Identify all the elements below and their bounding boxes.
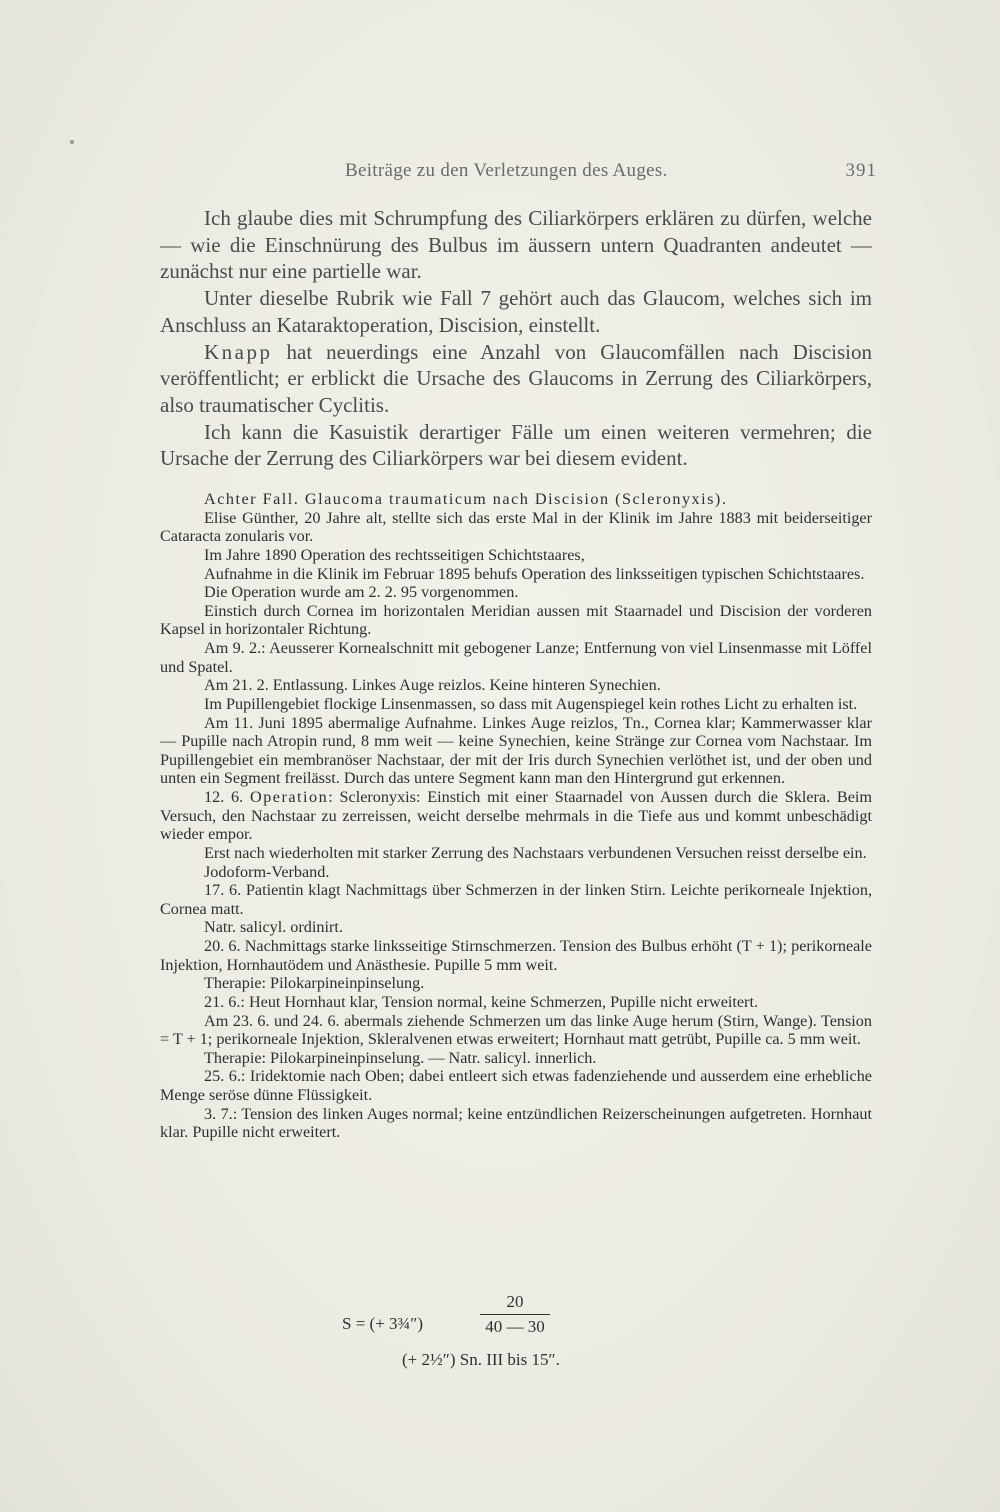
case-paragraph: 25. 6.: Iridektomie nach Oben; dabei entleert sich etwas fadenziehende und ausserdem eine erhebliche Menge seröse dünne Flüssigkeit.	[160, 1067, 872, 1104]
page-speck	[70, 140, 74, 144]
case-paragraph: Erst nach wiederholten mit starker Zerrung des Nachstaars verbundenen Versuchen reisst derselbe ein.	[204, 843, 867, 862]
case-paragraph	[160, 788, 872, 844]
case-paragraph: Am 9. 2.: Aeusserer Kornealschnitt mit gebogener Lanze; Entfernung von viel Linsenmasse mit Löffel und Spatel.	[160, 639, 872, 676]
paragraph: Ich kann die Kasuistik derartiger Fälle um einen weiteren vermehren; die Ursache der Zerrung des Ciliarkörpers war bei diesem evident.	[160, 419, 872, 471]
visual-acuity-formula	[342, 1292, 662, 1382]
body-text	[160, 205, 872, 472]
case-paragraph: Therapie: Pilokarpineinpinselung.	[204, 974, 425, 993]
case-paragraph: Elise Günther, 20 Jahre alt, stellte sich das erste Mal in der Klinik im Jahre 1883 mit beiderseitiger Cataracta zonularis vor.	[160, 508, 872, 546]
operation-label: Operation	[250, 788, 329, 806]
case-paragraph: Im Jahre 1890 Operation des rechtsseitigen Schichtstaares,	[204, 545, 585, 564]
case-paragraph: 21. 6.: Heut Hornhaut klar, Tension normal, keine Schmerzen, Pupille nicht erweitert.	[204, 992, 758, 1011]
paragraph: Unter dieselbe Rubrik wie Fall 7 gehört auch das Glaucom, welches sich im Anschluss an Kataraktoperation, Discision, einstellt.	[160, 286, 872, 337]
case-title	[160, 490, 872, 509]
case-paragraph: Im Pupillengebiet flockige Linsenmassen, so dass mit Augenspiegel kein rothes Licht zu erhalten ist.	[204, 694, 858, 713]
case-paragraph: Einstich durch Cornea im horizontalen Meridian aussen mit Staarnadel und Discision der vorderen Kapsel in horizontaler Richtung.	[160, 601, 872, 639]
page-number: 391	[845, 160, 877, 181]
paragraph: Ich glaube dies mit Schrumpfung des Ciliarkörpers erklären zu dürfen, welche — wie die Einschnürung des Bulbus im äussern untern Quadranten andeutet — zunächst nur eine partielle war.	[160, 206, 872, 284]
case-paragraph: Jodoform-Verband.	[204, 862, 330, 881]
paragraph	[160, 339, 872, 419]
case-paragraph: Am 23. 6. und 24. 6. abermals ziehende Schmerzen um das linke Auge herum (Stirn, Wange). Tension = T + 1; perikorneale Injektion, Skleralvenen etwas erweitert; Hornhaut matt getrübt, Pupille ca. 5 mm weit.	[160, 1011, 872, 1049]
case-paragraph: 17. 6. Patientin klagt Nachmittags über Schmerzen in der linken Stirn. Leichte perikorneale Injektion, Cornea matt.	[160, 881, 872, 918]
case-paragraph: 3. 7.: Tension des linken Auges normal; keine entzündlichen Reizerscheinungen aufgetreten. Hornhaut klar. Pupille nicht erweitert.	[160, 1104, 872, 1142]
case-paragraph: Aufnahme in die Klinik im Februar 1895 behufs Operation des linksseitigen typischen Schichtstaares.	[204, 564, 865, 583]
case-paragraph: Am 11. Juni 1895 abermalige Aufnahme. Linkes Auge reizlos, Tn., Cornea klar; Kammerwasser klar — Pupille nach Atropin rund, 8 mm weit — keine Synechien, keine Stränge zur Cornea vom Nachstaar. Im Pupillengebiet ein membranöser Nachstaar, der mit der Iris durch Synechien verlöthet ist, und der oben und unten ein Segment freilässt. Durch das untere Segment kann man den Hintergrund gut erkennen.	[160, 713, 872, 788]
fraction-numerator: 20	[480, 1292, 550, 1315]
fraction-denominator: 40 — 30	[485, 1317, 545, 1336]
case-paragraph: 20. 6. Nachmittags starke linksseitige Stirnschmerzen. Tension des Bulbus erhöht (T + 1); perikorneale Injektion, Hornhautödem und Anästhesie. Pupille 5 mm weit.	[160, 937, 872, 974]
formula-fraction	[480, 1292, 550, 1337]
paragraph-text: hat neuerdings eine Anzahl von Glaucomfällen nach Discision veröffentlicht; er erblickt die Ursache des Glaucoms in Zerrung des Ciliarkörpers, also traumatischer Cyclitis.	[160, 339, 872, 417]
running-title: Beiträge zu den Verletzungen des Auges.	[345, 160, 668, 181]
case-paragraph: Am 21. 2. Entlassung. Linkes Auge reizlos. Keine hinteren Synechien.	[204, 676, 661, 695]
running-header	[345, 160, 877, 186]
case-title-rest: Glaucoma traumaticum nach Discision (Scleronyxis).	[299, 490, 728, 508]
author-name: Knapp	[204, 339, 273, 364]
formula-second-line: (+ 2½″) Sn. III bis 15″.	[402, 1350, 560, 1369]
case-paragraph: Therapie: Pilokarpineinpinselung. — Natr. salicyl. innerlich.	[204, 1048, 597, 1067]
paragraph-text: : Scleronyxis: Einstich mit einer Staarnadel von Aussen durch die Sklera. Beim Versuch, den Nachstaar zu zerreissen, weicht derselbe mehrmals in die Tiefe aus und kommt unbeschädigt wieder empor.	[160, 788, 873, 844]
case-report	[160, 490, 872, 1142]
formula-lhs: S = (+ 3¾″)	[342, 1314, 424, 1333]
case-paragraph: Natr. salicyl. ordinirt.	[204, 918, 343, 937]
date-lead: 12. 6.	[204, 788, 250, 806]
case-title-lead: Achter Fall.	[204, 490, 300, 508]
case-paragraph: Die Operation wurde am 2. 2. 95 vorgenommen.	[204, 583, 519, 602]
